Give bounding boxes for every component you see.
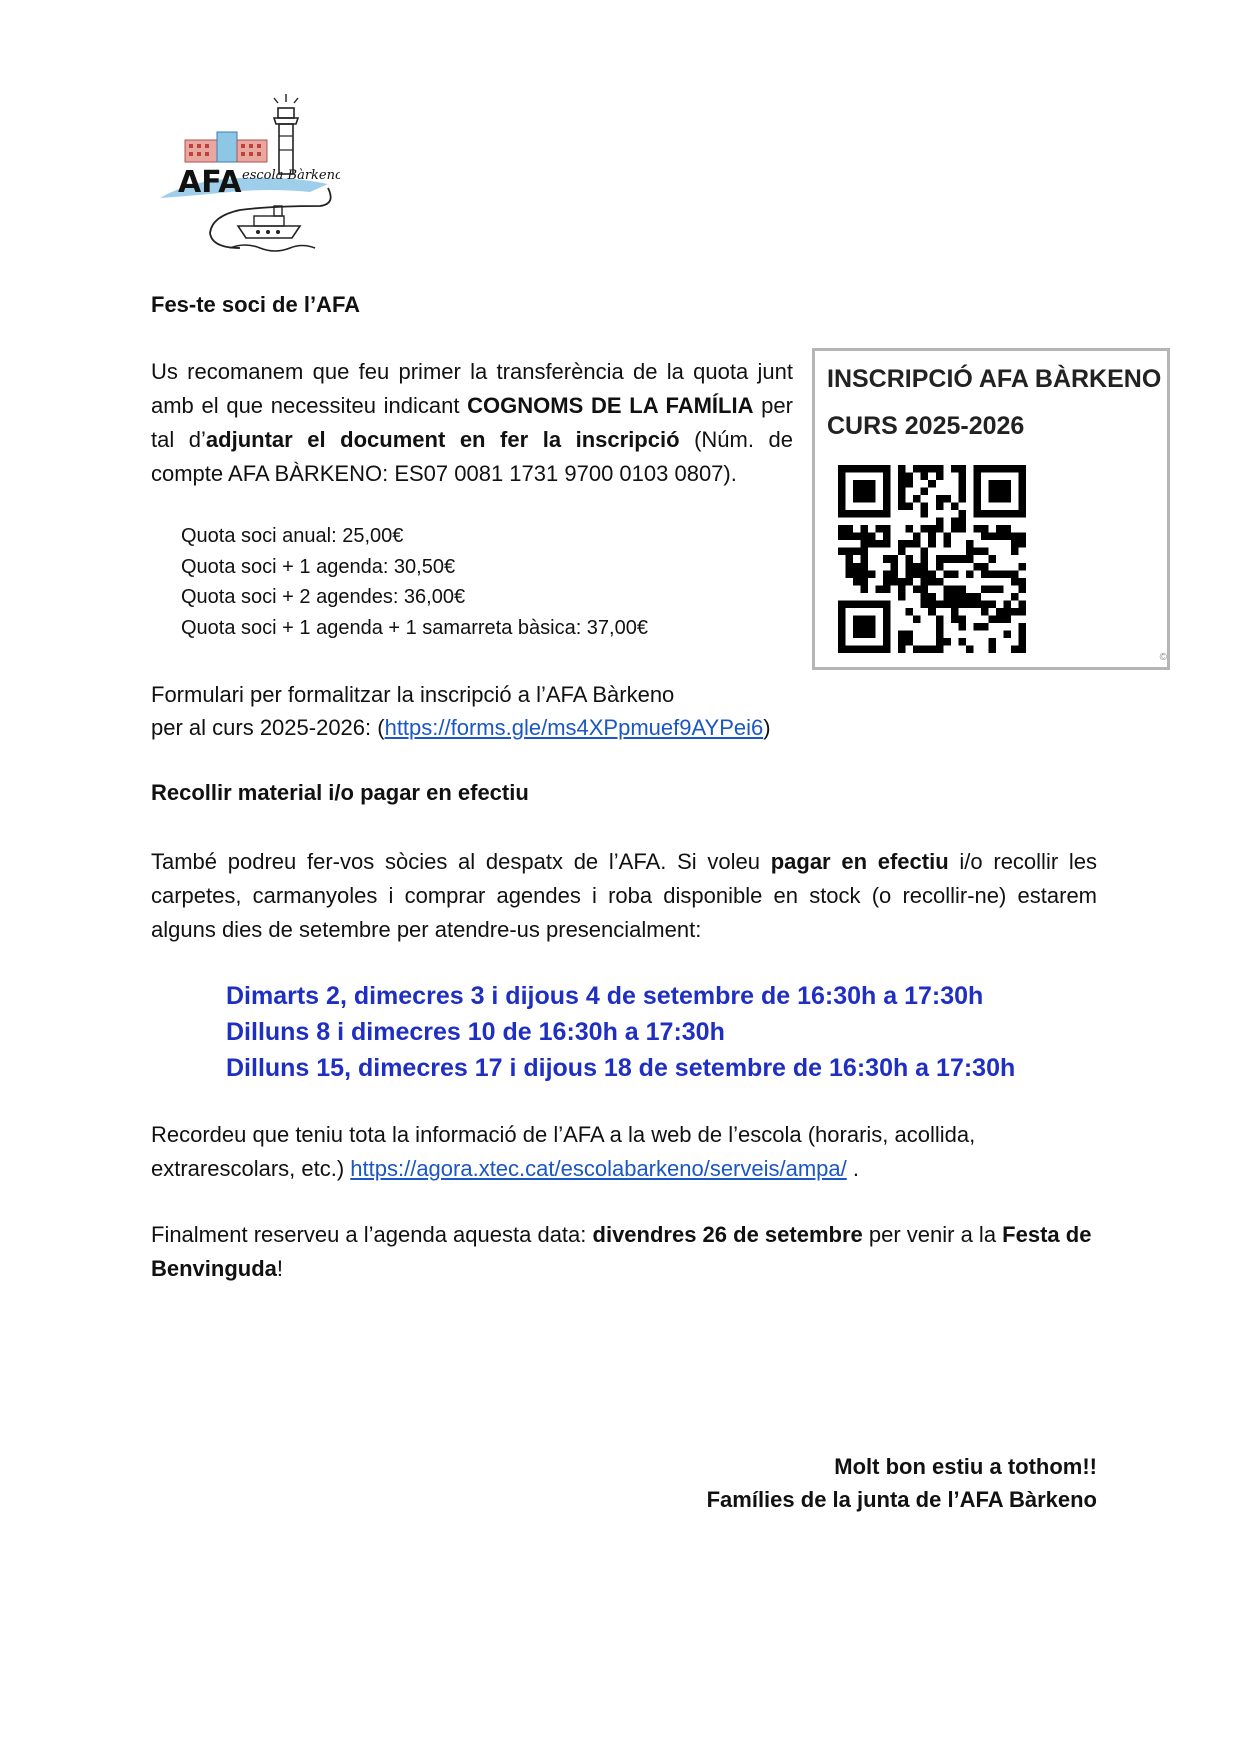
website-link[interactable]: https://agora.xtec.cat/escolabarkeno/serveis/ampa/ <box>350 1156 847 1181</box>
intro-bold-1: COGNOMS DE LA FAMÍLIA <box>467 393 754 418</box>
qr-title-1: INSCRIPCIÓ AFA BÀRKENO <box>827 365 1162 393</box>
logo-text-main: AFA <box>178 165 242 200</box>
logo-text-script: escola Bàrkeno <box>242 168 340 183</box>
party-text-3: ! <box>276 1256 284 1281</box>
material-bold: pagar en efectiu <box>770 849 949 874</box>
website-paragraph <box>151 1118 1097 1186</box>
signature-line-1: Molt bon estiu a tothom!! <box>834 1454 1097 1479</box>
qr-inscription-box <box>812 348 1170 670</box>
quota-item: Quota soci + 1 agenda + 1 samarreta bàsica: 37,00€ <box>181 616 648 639</box>
signature-line-2: Famílies de la junta de l’AFA Bàrkeno <box>706 1487 1097 1512</box>
quota-list <box>181 521 648 643</box>
quota-item: Quota soci anual: 25,00€ <box>181 525 404 547</box>
form-line-2-pre: per al curs 2025-2026: ( <box>151 715 385 740</box>
schedule-item: Dilluns 8 i dimecres 10 de 16:30h a 17:30h <box>226 1018 725 1046</box>
form-line-1: Formulari per formalitzar la inscripció a l’AFA Bàrkeno <box>151 682 675 707</box>
material-text-2: i/o recollir les carpetes, carmanyoles i comprar agendes i roba disponible en stock (o recollir-ne) estarem alguns dies de setembre per atendre-us presencialment: <box>151 849 1098 942</box>
section-title-material: Recollir material i/o pagar en efectiu <box>151 780 529 805</box>
material-text-1: També podreu fer-vos sòcies al despatx de l’AFA. Si voleu <box>151 849 771 874</box>
quota-item: Quota soci + 1 agenda: 30,50€ <box>181 555 456 578</box>
form-line-2 <box>151 711 771 744</box>
signature <box>707 1450 1097 1516</box>
material-paragraph <box>151 845 1097 947</box>
welcome-party-paragraph <box>151 1218 1097 1286</box>
intro-text-2: per tal d’ <box>151 393 793 452</box>
party-date: divendres 26 de setembre <box>592 1222 863 1247</box>
afa-logo <box>150 88 340 258</box>
party-name: Festa de Benvinguda <box>151 1222 1092 1281</box>
section-title-membership: Fes-te soci de l’AFA <box>151 292 361 317</box>
qr-tiny-mark: © <box>1159 652 1167 663</box>
form-link[interactable]: https://forms.gle/ms4XPpmuef9AYPei6 <box>384 715 764 740</box>
intro-bold-2: adjuntar el document en fer la inscripció <box>205 427 680 452</box>
party-text-2: per venir a la <box>862 1222 1003 1247</box>
intro-paragraph <box>151 355 793 491</box>
website-text: Recordeu que teniu tota la informació de l’AFA a la web de l’escola (horaris, acollida, extrarescolars, etc.) <box>151 1122 976 1181</box>
qr-title-2: CURS 2025-2026 <box>827 412 1025 440</box>
schedule-item: Dimarts 2, dimecres 3 i dijous 4 de setembre de 16:30h a 17:30h <box>226 982 984 1010</box>
quota-item: Quota soci + 2 agendes: 36,00€ <box>181 586 466 608</box>
intro-text-3: (Núm. de compte AFA BÀRKENO: ES07 0081 1731 9700 0103 0807). <box>151 427 793 486</box>
afa-logo-illustration <box>150 88 340 258</box>
form-paragraph <box>151 678 771 744</box>
party-text-1: Finalment reserveu a l’agenda aquesta data: <box>151 1222 593 1247</box>
form-line-2-post: ) <box>763 715 771 740</box>
intro-text-1: Us recomanem que feu primer la transferència de la quota junt amb el que necessiteu indicant <box>151 359 793 418</box>
schedule-list <box>226 978 1015 1086</box>
website-text-post: . <box>846 1156 859 1181</box>
schedule-item: Dilluns 15, dimecres 17 i dijous 18 de setembre de 16:30h a 17:30h <box>226 1054 1016 1082</box>
qr-code-icon[interactable] <box>838 465 1026 653</box>
